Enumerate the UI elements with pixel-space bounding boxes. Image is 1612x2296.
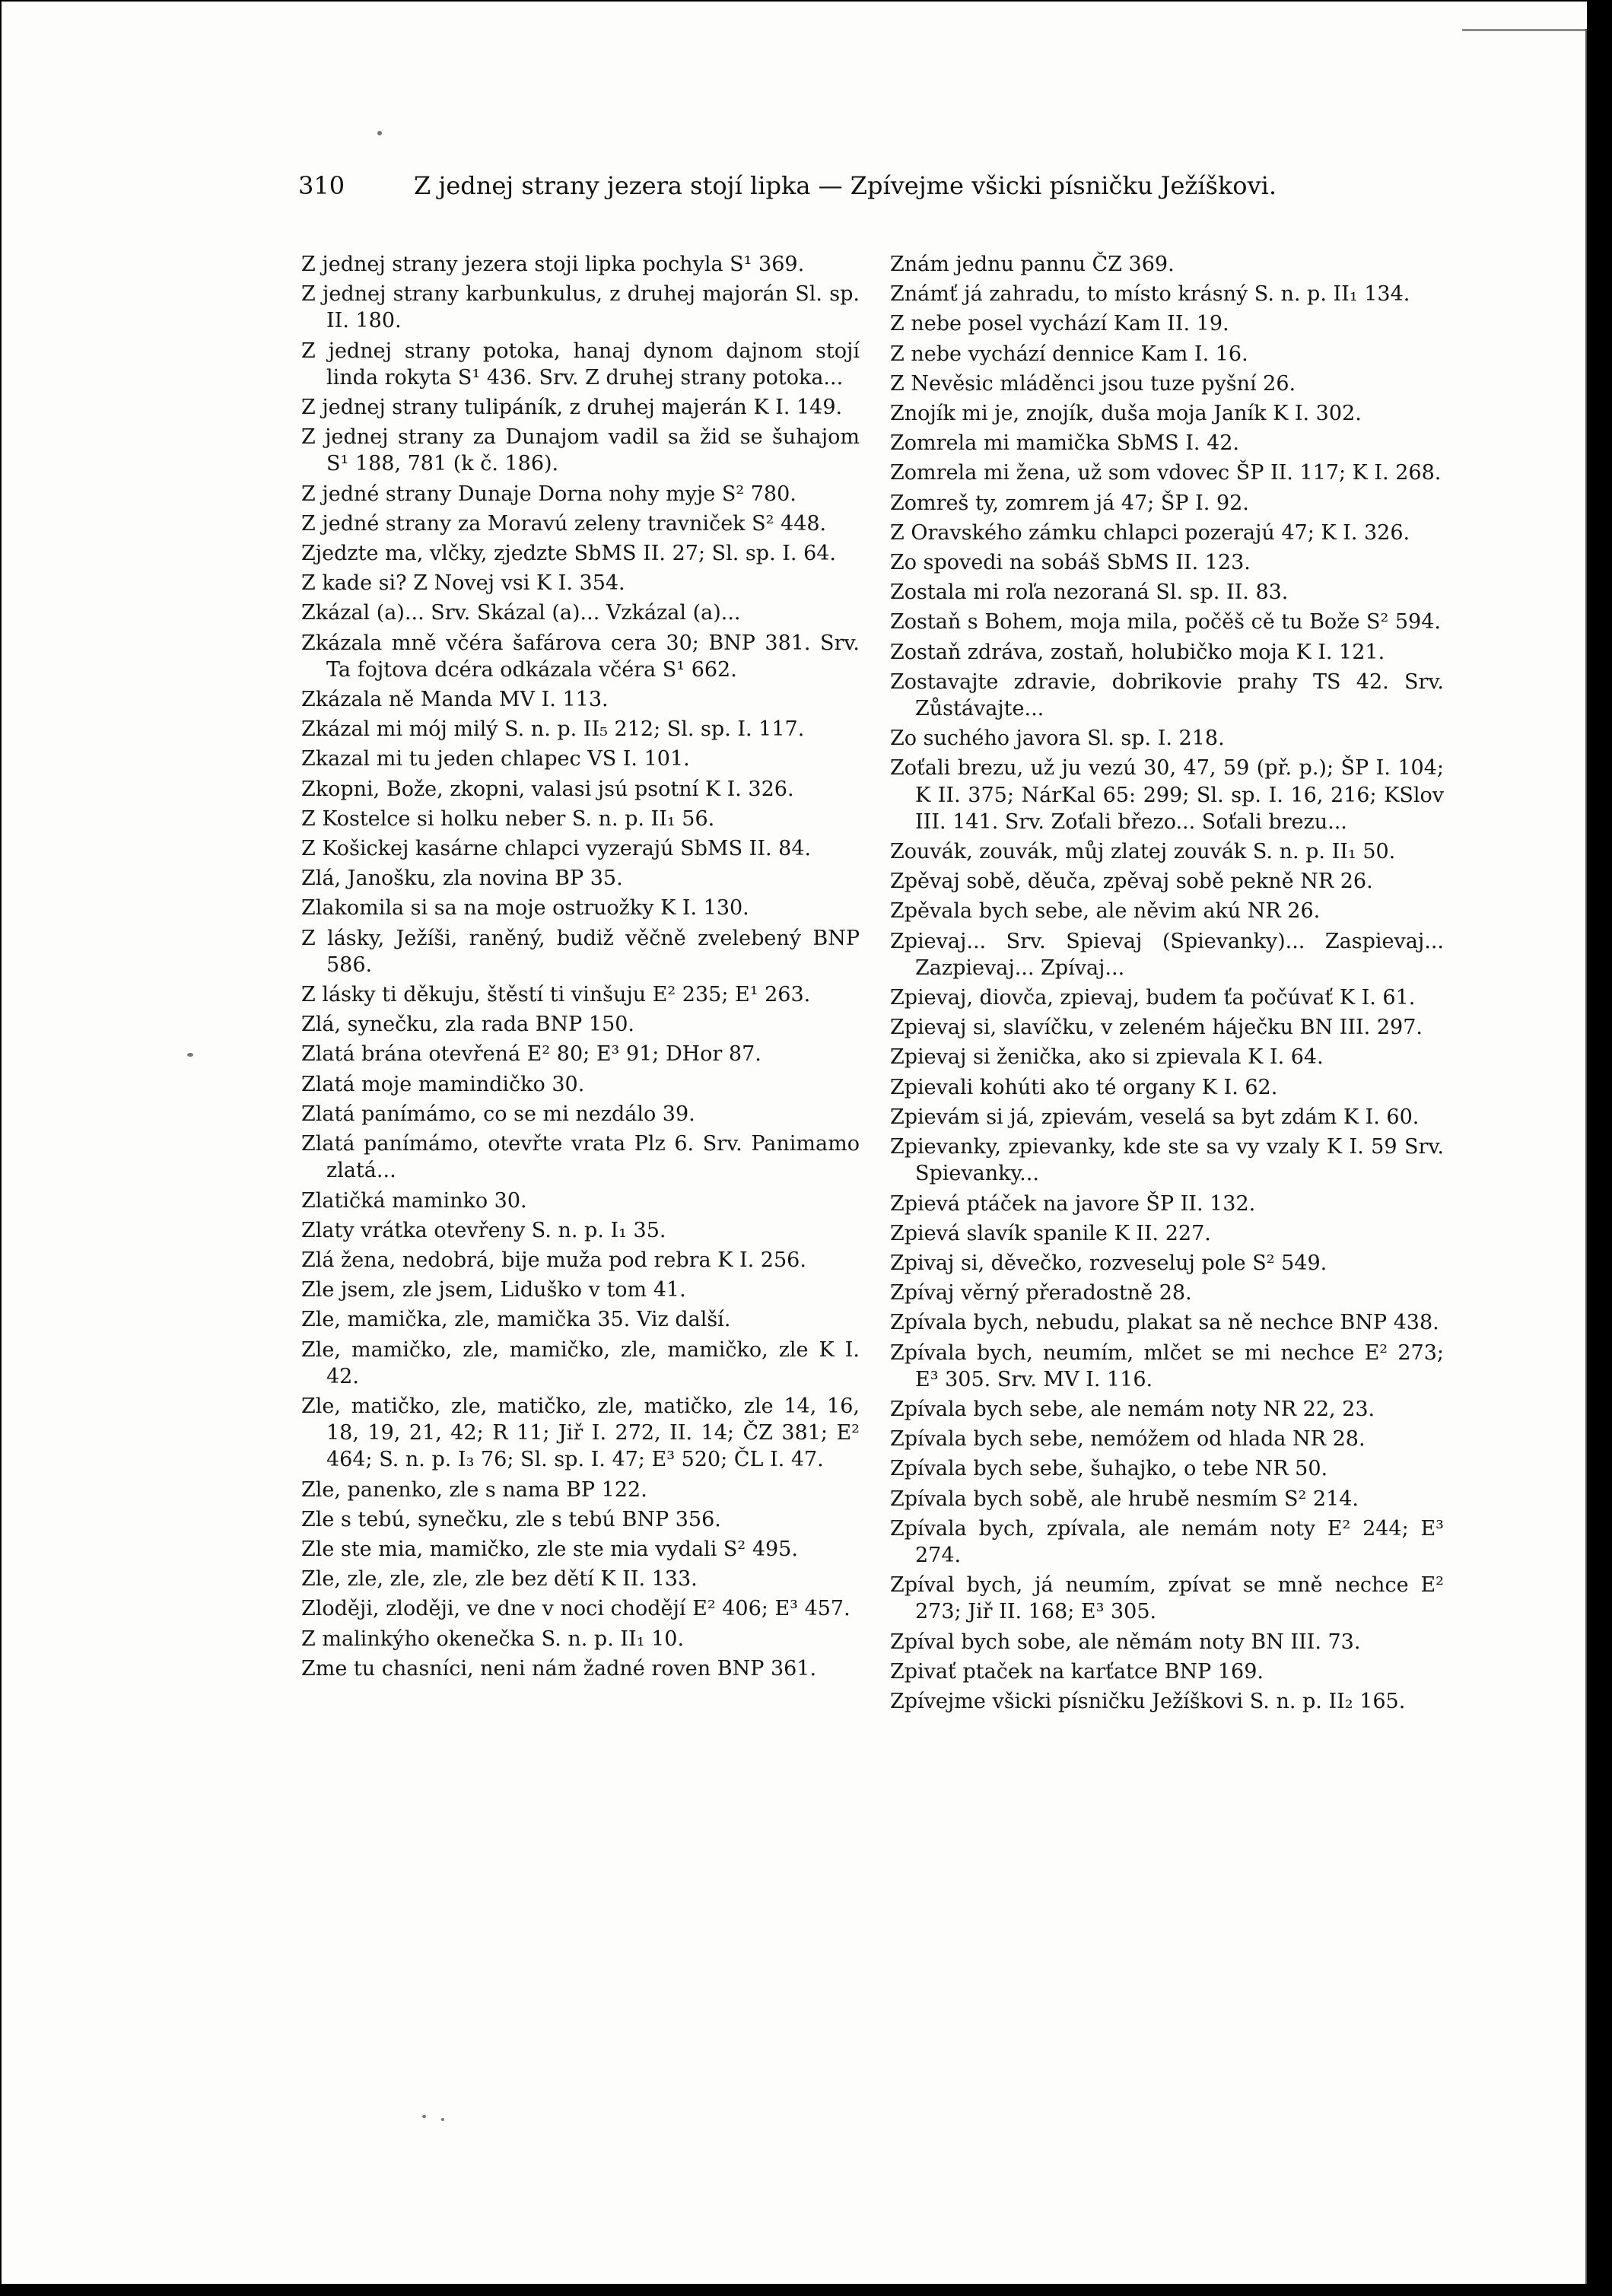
running-header [298,171,1363,208]
right-column [890,251,1444,1718]
index-entry: Zpívala bych, nebudu, plakat sa ně nechce BNP 438. [890,1311,1439,1335]
index-entry: Zpívaj věrný přeradostně 28. [890,1281,1192,1305]
index-entry: Zlatá panímámo, co se mi nezdálo 39. [301,1102,695,1126]
index-entry: Zlatá moje mamindičko 30. [301,1072,585,1096]
index-entry: Zle jsem, zle jsem, Liduško v tom 41. [301,1278,686,1302]
scan-speck [441,2118,444,2121]
index-entry: Z nebe posel vychází Kam II. 19. [890,312,1229,336]
index-entry: Zpivaj si, děvečko, rozveseluj pole S² 549. [890,1251,1327,1275]
index-entry: Zlá, Janošku, zla novina BP 35. [301,867,623,891]
index-entry: Z lásky ti děkuju, štěstí ti vinšuju E² 235; E¹ 263. [301,983,811,1007]
index-entry: Z Nevěsic mláděnci jsou tuze pyšní 26. [890,371,1296,396]
index-entry: Z Košickej kasárne chlapci vyzerajú SbMS II. 84. [301,837,812,861]
book-page [2,2,1587,2284]
index-entry: Z Kostelce si holku neber S. n. p. II₁ 56. [301,806,715,831]
scan-edge-right [1585,29,1587,2284]
index-entry: Zme tu chasníci, neni nám žadné roven BNP 361. [301,1656,817,1681]
index-entry: Znám jednu pannu ČZ 369. [890,253,1175,276]
index-entry: Zkázala ně Manda MV I. 113. [301,688,609,712]
index-entry: Známť já zahradu, to místo krásný S. n. p. II₁ 134. [890,282,1410,307]
index-entry: Zjedzte ma, vlčky, zjedzte SbMS II. 27; Sl. sp. I. 64. [301,542,837,566]
index-entry: Zkazal mi tu jeden chlapec VS I. 101. [301,747,690,771]
index-entry: Zloději, zloději, ve dne v noci chodějí E² 406; E³ 457. [301,1597,851,1621]
index-entry: Zpíval bych, já neumím, zpívat se mně nechce E² 273; Jiř II. 168; E³ 305. [890,1573,1444,1624]
index-entry: Zlá, synečku, zla rada BNP 150. [301,1013,635,1037]
index-entry: Zpievá slavík spanile K II. 227. [890,1221,1211,1245]
index-entry: Zlatičká maminko 30. [301,1188,527,1213]
index-entry: Z jednej strany za Dunajom vadil sa žid se šuhajom S¹ 188, 781 (k č. 186). [301,425,860,476]
index-entry: Zle, panenko, zle s nama BP 122. [301,1477,647,1502]
index-entry: Zostaň zdráva, zostaň, holubičko moja K I. 121. [890,640,1385,664]
index-entry: Zlakomila si sa na moje ostruožky K I. 130. [301,896,749,921]
index-entry: Zpívala bych sobě, ale hrubě nesmím S² 214. [890,1487,1359,1511]
index-entry: Zpievaj si, slavíčku, v zeleném háječku BN III. 297. [890,1016,1423,1040]
index-entry: Z jednej strany tulipáník, z druhej majerán K I. 149. [301,396,843,420]
index-entry: Zpěvaj sobě, děuča, zpěvaj sobě pekně NR 26. [890,870,1373,894]
index-entry: Zlatá brána otevřená E² 80; E³ 91; DHor 87. [301,1042,761,1067]
index-entry: Zpievá ptáček na javore ŠP II. 132. [890,1191,1256,1216]
index-entry: Zle, mamičko, zle, mamičko, zle, mamičko, zle K I. 42. [301,1337,860,1388]
index-entry: Zpievaj... Srv. Spievaj (Spievanky)... Zaspievaj... Zazpievaj... Zpívaj... [890,929,1444,980]
scan-speck [187,1053,193,1057]
index-entry: Zpievanky, zpievanky, kde ste sa vy vzaly K I. 59 Srv. Spievanky... [890,1135,1444,1186]
scan-edge-top [1462,29,1587,31]
index-entry: Zpívala bych, zpívala, ale nemám noty E² 244; E³ 274. [890,1516,1444,1567]
index-entry: Zoťali brezu, už ju vezú 30, 47, 59 (př. p.); ŠP I. 104; K II. 375; NárKal 65: 299; Sl. sp. I. 16, 216; KSlov III. 141. Srv. Zoťali březo... Soťali brezu... [890,756,1444,834]
index-entry: Zpievaj si ženička, ako si zpievala K I. 64. [890,1045,1324,1070]
index-entry: Zpívala bych sebe, ale nemám noty NR 22, 23. [890,1397,1375,1421]
index-entry: Zlaty vrátka otevřeny S. n. p. I₁ 35. [301,1218,666,1242]
index-entry: Zle, mamička, zle, mamička 35. Viz další. [301,1308,731,1332]
index-entry: Z kade si? Z Novej vsi K I. 354. [301,571,625,596]
index-entry: Z malinkýho okenečka S. n. p. II₁ 10. [301,1627,685,1651]
index-entry: Z lásky, Ježíši, raněný, budiž věčně zvelebený BNP 586. [301,926,860,977]
index-entry: Zostala mi roľa nezoraná Sl. sp. II. 83. [890,580,1289,605]
index-entry: Zpěvala bych sebe, ale něvim akú NR 26. [890,899,1321,924]
index-entry: Zlatá panímámo, otevřte vrata Plz 6. Srv. Panimamo zlatá... [301,1132,860,1183]
index-entry: Zkázal mi mój milý S. n. p. II₅ 212; Sl. sp. I. 117. [301,717,805,742]
index-entry: Zomrela mi mamička SbMS I. 42. [890,431,1240,456]
index-entry: Zo suchého javora Sl. sp. I. 218. [890,727,1225,751]
scan-speck [422,2115,426,2118]
index-entry: Zomreš ty, zomrem já 47; ŠP I. 92. [890,491,1249,515]
running-title: Z jednej strany jezera stojí lipka — Zpívejme všicki písničku Ježíškovi. [414,171,1277,200]
index-entry: Z jednej strany jezera stoji lipka pochyla S¹ 369. [301,253,805,276]
index-entry: Zouvák, zouvák, můj zlatej zouvák S. n. p. II₁ 50. [890,840,1396,864]
index-entry: Zpívala bych, neumím, mlčet se mi nechce E² 273; E³ 305. Srv. MV I. 116. [890,1340,1444,1391]
index-entry: Zostavajte zdravie, dobrikovie prahy TS 42. Srv. Zůstávajte... [890,669,1444,721]
index-entry: Z jedné strany za Moravú zeleny travniček S² 448. [301,511,827,536]
index-entry: Z nebe vychází dennice Kam I. 16. [890,342,1248,366]
index-entry: Zle, matičko, zle, matičko, zle, matičko, zle 14, 16, 18, 19, 21, 42; R 11; Jiř I. 272, II. 14; ČZ 381; E² 464; S. n. p. I₃ 76; Sl. sp. I. 47; E³ 520; ČL I. 47. [301,1394,860,1472]
index-entry: Z Oravského zámku chlapci pozerajú 47; K I. 326. [890,520,1410,545]
index-entry: Zpívejme všicki písničku Ježíškovi S. n. p. II₂ 165. [890,1689,1406,1713]
page-number: 310 [298,171,345,200]
left-column [301,251,860,1685]
index-entry: Z jedné strany Dunaje Dorna nohy myje S² 780. [301,482,796,506]
index-entry: Zo spovedi na sobáš SbMS II. 123. [890,551,1251,575]
index-entry: Zpívala bych sebe, nemóžem od hlada NR 28. [890,1427,1366,1452]
index-entry: Zpivať ptaček na karťatce BNP 169. [890,1659,1264,1684]
index-entry: Zkázal (a)... Srv. Skázal (a)... Vzkázal (a)... [301,601,741,625]
index-entry: Zpievali kohúti ako té organy K I. 62. [890,1075,1278,1099]
index-entry: Zlá žena, nedobrá, bije muža pod rebra K I. 256. [301,1248,806,1272]
index-entry: Zpievaj, diovča, zpievaj, budem ťa počúvať K I. 61. [890,986,1416,1010]
index-entry: Z jednej strany potoka, hanaj dynom dajnom stojí linda rokyta S¹ 436. Srv. Z druhej strany potoka... [301,339,860,390]
index-entry: Znojík mi je, znojík, duša moja Janík K I. 302. [890,402,1362,426]
index-entry: Zle, zle, zle, zle, zle bez dětí K II. 133. [301,1567,698,1592]
index-entry: Zpíval bych sobe, ale němám noty BN III. 73. [890,1630,1361,1654]
scan-speck [377,131,382,135]
index-entry: Zostaň s Bohem, moja mila, počěš cě tu Bože S² 594. [890,610,1441,634]
index-entry: Zle s tebú, synečku, zle s tebú BNP 356. [301,1507,721,1531]
index-entry: Zle ste mia, mamičko, zle ste mia vydali S² 495. [301,1537,798,1561]
index-entry: Zkopni, Bože, zkopni, valasi jsú psotní K I. 326. [301,777,794,801]
index-entry: Zpívala bych sebe, šuhajko, o tebe NR 50. [890,1457,1328,1481]
index-entry: Zkázala mně včéra šafárova cera 30; BNP 381. Srv. Ta fojtova dcéra odkázala včéra S¹ 662. [301,631,860,682]
index-entry: Zomrela mi žena, už som vdovec ŠP II. 117; K I. 268. [890,461,1442,485]
index-entry: Z jednej strany karbunkulus, z druhej majorán Sl. sp. II. 180. [301,282,860,333]
index-entry: Zpievám si já, zpievám, veselá sa byt zdám K I. 60. [890,1105,1420,1129]
